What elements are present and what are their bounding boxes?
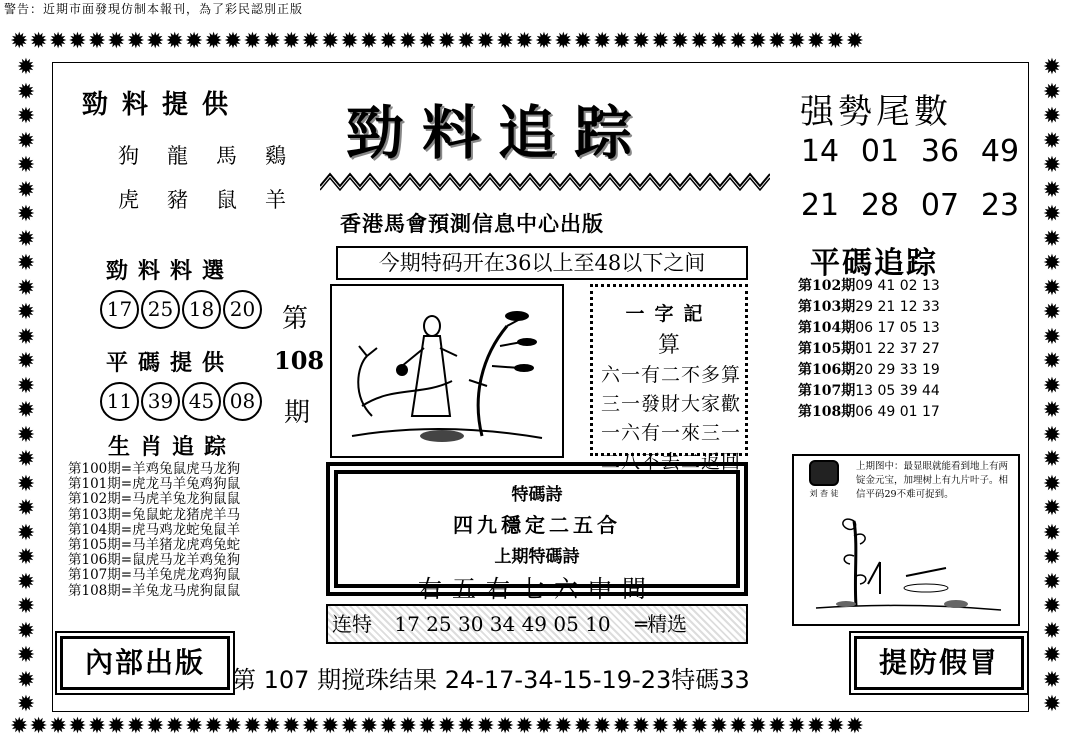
- flat-track-nums: 09 41 02 13: [855, 278, 940, 294]
- flat-track-row: [798, 318, 940, 339]
- zodiac-track-row: 第102期=马虎羊兔龙狗鼠鼠: [68, 491, 241, 508]
- zigzag-divider: [320, 168, 770, 194]
- illustration-frame: [330, 284, 564, 458]
- pick-suffix: 精选: [647, 612, 688, 636]
- pick-label: 连特: [332, 612, 372, 636]
- hint-text: 上期图中：最显眼就能看到地上有两锭金元宝，加埋树上有九片叶子。相信平码29不难可捉到。: [856, 461, 1009, 500]
- flat-track-list: [798, 276, 940, 423]
- tail-number: 49: [980, 134, 1020, 169]
- zodiac-row-1: 狗龍馬鷄: [118, 144, 314, 168]
- sun-border-left: ✹ ✹ ✹ ✹ ✹ ✹ ✹ ✹ ✹ ✹ ✹ ✹ ✹ ✹ ✹ ✹ ✹ ✹ ✹ ✹ ✹ ✹ ✹ ✹ ✹ ✹ ✹: [16, 56, 36, 716]
- issue-di: 第: [282, 304, 309, 334]
- tail-number: 07: [920, 188, 960, 223]
- flat-numbers: [100, 382, 264, 421]
- issue-number: 108: [274, 346, 325, 375]
- flat-track-nums: 06 49 01 17: [855, 404, 940, 420]
- tail-number: 21: [800, 188, 840, 223]
- flat-number: 45: [182, 382, 221, 421]
- flat-track-nums: 20 29 33 19: [855, 362, 940, 378]
- last-poem-line: 右五右七六中間: [418, 575, 656, 603]
- zodiac-track-row: 第106期=鼠虎马龙羊鸡兔狗: [68, 552, 241, 569]
- stamp-logo: 刘 杳 徒: [804, 460, 844, 500]
- zodiac-track-row: 第105期=马羊猪龙虎鸡兔蛇: [68, 537, 241, 554]
- flat-track-issue: 第108期: [798, 404, 856, 420]
- zodiac-track-title: 生肖追踪: [108, 434, 237, 460]
- zodiac-track-row: 第101期=虎龙马羊兔鸡狗鼠: [68, 476, 241, 493]
- tree-illustration: [806, 506, 1006, 621]
- select-number: 17: [100, 290, 139, 329]
- tail-number: 28: [860, 188, 900, 223]
- hint-box: [792, 454, 1020, 626]
- zodiac-track-row: 第103期=兔鼠蛇龙猪虎羊马: [68, 506, 241, 523]
- draw-result: 第 107 期搅珠结果 24-17-34-15-19-23特碼33: [232, 666, 750, 694]
- flat-track-nums: 29 21 12 33: [855, 299, 940, 315]
- flat-track-row: [798, 360, 940, 381]
- rule-line: 三一發財大家歡: [601, 393, 742, 415]
- poem-title: 特碼詩: [511, 485, 563, 505]
- flat-track-issue: 第103期: [798, 299, 856, 315]
- flat-track-title: 平碼追踪: [810, 246, 938, 281]
- rules-box: [590, 284, 748, 473]
- zodiac-track-row: 第104期=虎马鸡龙蛇兔鼠羊: [68, 521, 241, 538]
- flat-track-row: [798, 381, 940, 402]
- flat-track-row: [798, 276, 940, 297]
- provide-title: 勁料提供: [82, 90, 243, 120]
- flat-title: 平碼提供: [106, 350, 235, 376]
- flat-track-issue: 第106期: [798, 362, 856, 378]
- flat-track-row: [798, 339, 940, 360]
- tail-number: 23: [980, 188, 1020, 223]
- select-number: 25: [141, 290, 180, 329]
- rule-line: 六一有二不多算: [601, 364, 742, 386]
- zodiac-row-2: 虎豬鼠羊: [118, 188, 314, 212]
- zodiac-track-row: 第108期=羊兔龙马虎狗鼠鼠: [68, 582, 241, 599]
- flat-number: 11: [100, 382, 139, 421]
- figure-illustration: [332, 286, 558, 452]
- sun-border-right: ✹ ✹ ✹ ✹ ✹ ✹ ✹ ✹ ✹ ✹ ✹ ✹ ✹ ✹ ✹ ✹ ✹ ✹ ✹ ✹ ✹ ✹ ✹ ✹ ✹ ✹ ✹: [1042, 56, 1062, 716]
- issue-qi: 期: [284, 398, 311, 428]
- flat-track-row: [798, 402, 940, 423]
- tail-number: 36: [920, 134, 960, 169]
- flat-number: 39: [141, 382, 180, 421]
- tail-number: 14: [800, 134, 840, 169]
- select-number: 18: [182, 290, 221, 329]
- pick-numbers: 17 25 30 34 49 05 10: [394, 612, 611, 636]
- select-number: 20: [223, 290, 262, 329]
- rule-line: 一六有一來三一: [601, 422, 742, 444]
- rules-subtitle: 算: [657, 333, 680, 358]
- tail-number: 01: [860, 134, 900, 169]
- flat-track-row: [798, 297, 940, 318]
- zodiac-track-list: [68, 462, 240, 599]
- select-numbers: [100, 290, 264, 329]
- flat-track-nums: 06 17 05 13: [855, 320, 940, 336]
- flat-track-nums: 01 22 37 27: [855, 341, 940, 357]
- flat-track-nums: 13 05 39 44: [855, 383, 940, 399]
- rules-title: 一字記: [625, 303, 713, 325]
- pick-bar: 连特 17 25 30 34 49 05 10 ═精选: [326, 604, 748, 644]
- last-poem-title: 上期特碼詩: [494, 547, 580, 567]
- zodiac-track-row: 第107期=马羊兔虎龙鸡狗鼠: [68, 567, 241, 584]
- poem-line: 四九穩定二五合: [453, 513, 621, 537]
- sun-border-bottom: ✹✹✹✹✹✹✹✹✹✹✹✹✹✹✹✹✹✹✹✹✹✹✹✹✹✹✹✹✹✹✹✹✹✹✹✹✹✹✹✹✹✹✹✹: [10, 715, 866, 739]
- zodiac-track-row: 第100期=羊鸡兔鼠虎马龙狗: [68, 461, 241, 477]
- sun-border-top: ✹✹✹✹✹✹✹✹✹✹✹✹✹✹✹✹✹✹✹✹✹✹✹✹✹✹✹✹✹✹✹✹✹✹✹✹✹✹✹✹✹✹✹✹: [10, 30, 866, 54]
- badge-anti-fake: 提防假冒: [854, 636, 1024, 690]
- rule-line: 二八不去二返回: [601, 451, 742, 473]
- badge-internal: 內部出版: [60, 636, 230, 690]
- flat-number: 08: [223, 382, 262, 421]
- range-box: 今期特码开在36以上至48以下之间: [336, 246, 748, 280]
- tail-row-2: [790, 186, 1030, 226]
- tail-row-1: [790, 132, 1030, 172]
- publisher-line: 香港馬會預測信息中心出版: [340, 211, 604, 236]
- warning-text: 警告：近期市面發現仿制本報刊，為了彩民認別正版: [4, 2, 304, 16]
- flat-track-issue: 第107期: [798, 383, 856, 399]
- flat-track-issue: 第102期: [798, 278, 856, 294]
- flat-track-issue: 第104期: [798, 320, 856, 336]
- select-title: 勁料料選: [106, 258, 235, 284]
- tail-title: 强勢尾數: [800, 92, 952, 132]
- masthead-title: 勁料追踪: [346, 99, 651, 167]
- poem-box: [326, 462, 748, 603]
- flat-track-issue: 第105期: [798, 341, 856, 357]
